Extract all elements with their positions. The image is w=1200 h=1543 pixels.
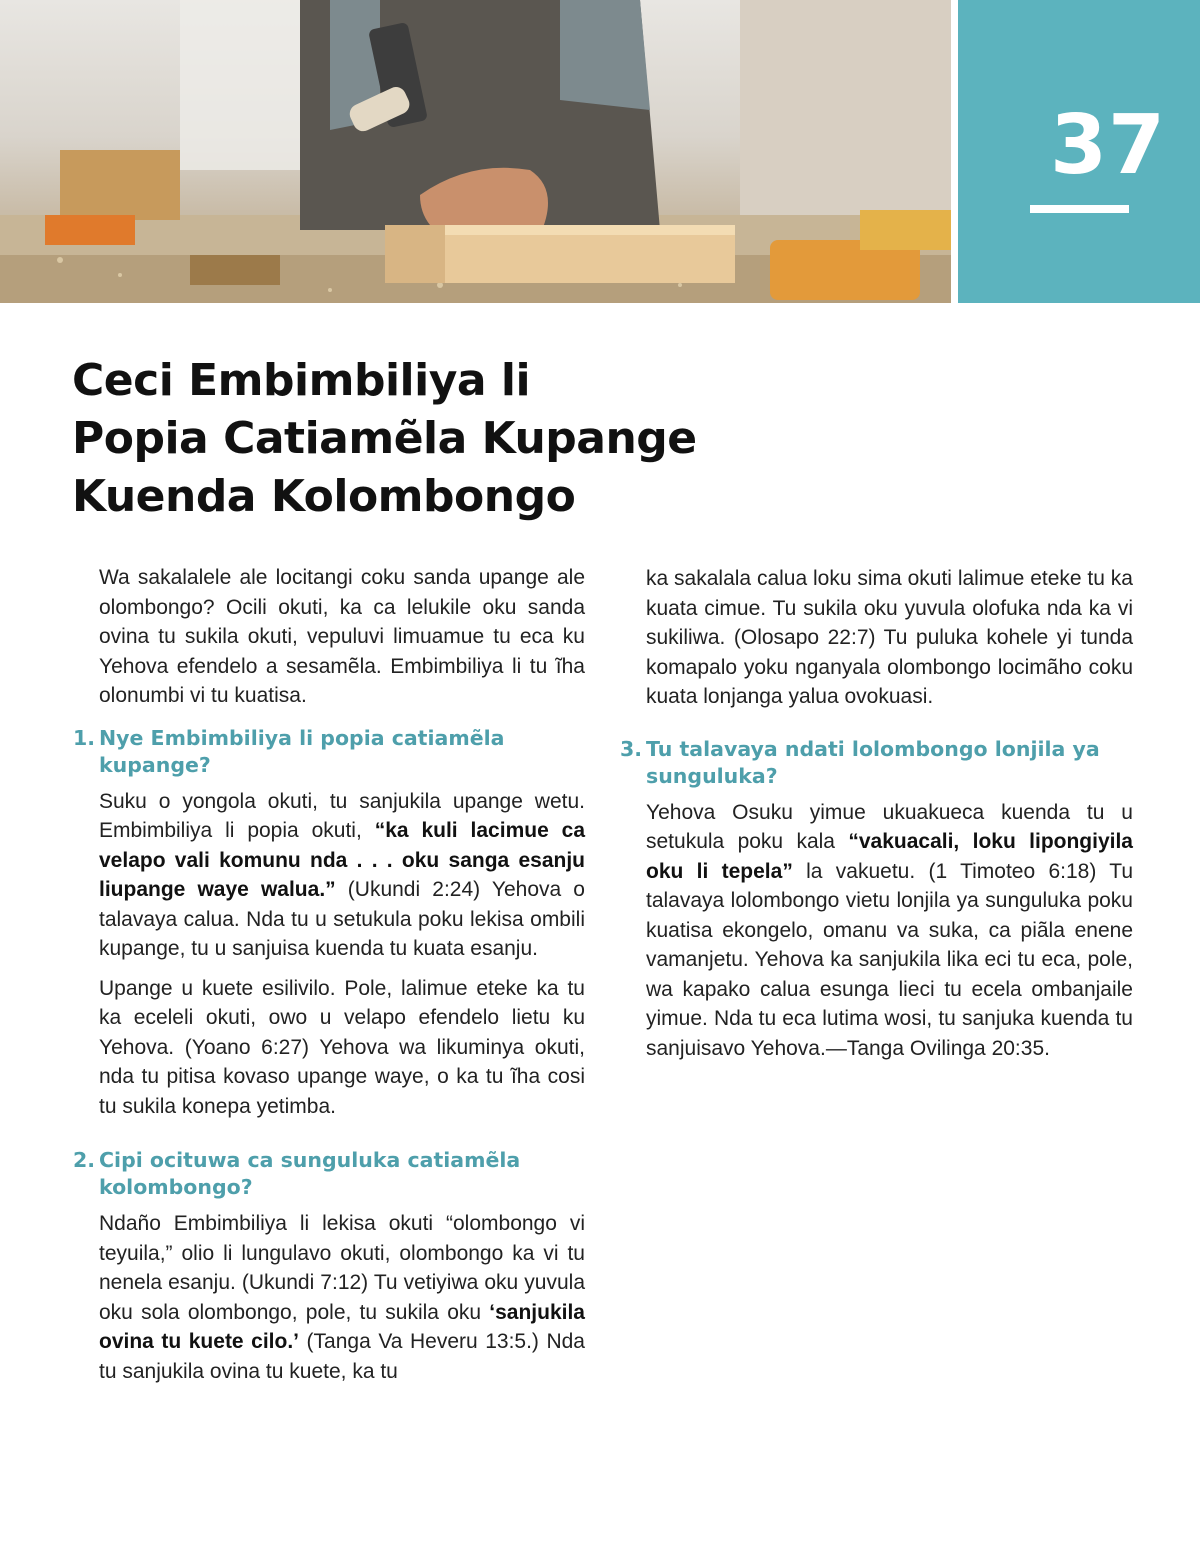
section-3-p1-text: Yehova Osuku yimue ukuakueca kuenda tu u setukula poku kala bbox=[646, 800, 1133, 853]
section-2-heading bbox=[73, 1147, 585, 1201]
page-title bbox=[72, 352, 772, 526]
section-1-paragraph-1 bbox=[73, 787, 585, 964]
section-2-p1-text: Ndaño Embimbiliya li lekisa okuti “olombongo vi teyuila,” olio li lungulavo okuti, olombongo ka vi tu nenela esanju. (Ukundi 7:12) Tu vetiyiwa oku yuvula oku sola olombongo, pole, tu sukila oku bbox=[99, 1212, 585, 1324]
title-line-1: Ceci Embimbiliya li bbox=[72, 355, 531, 406]
section-1-number: 1. bbox=[73, 725, 96, 750]
lesson-number: 37 bbox=[1049, 98, 1167, 193]
right-column bbox=[620, 564, 1133, 1073]
section-1-heading bbox=[73, 725, 585, 779]
section-3-heading bbox=[620, 736, 1133, 790]
section-2-p1-quote: ‘sanjukila ovina tu kuete cilo.’ bbox=[99, 1300, 585, 1353]
section-3-paragraph-1 bbox=[620, 798, 1133, 1064]
section-2-paragraph-2: ka sakalala calua loku sima okuti lalimue eteke tu ka kuata cimue. Tu sukila oku yuvula olofuka nda ka vi sukiliwa. (Olosapo 22:7) Tu puluka kohele yi tunda komapalo yoku nganyala olombongo locimãho coku kuata lonjanga yalua ovokuasi. bbox=[646, 567, 1133, 708]
section-1-p1-text-end: (Ukundi 2:24) Yehova o talavaya calua. Nda tu u setukula poku lekisa ombili kupange, tu u sanjuisa kuenda tu kuata esanju. bbox=[99, 878, 585, 960]
section-2-paragraph-1 bbox=[73, 1209, 585, 1386]
lesson-number-underline bbox=[1030, 205, 1129, 213]
section-3-number: 3. bbox=[620, 736, 643, 761]
title-line-2: Popia Catiamẽla Kupange bbox=[72, 413, 697, 464]
carpenter-illustration bbox=[0, 0, 951, 303]
section-1-heading-text: Nye Embimbiliya li popia catiamẽla kupange? bbox=[99, 725, 505, 777]
section-3-p1-quote: “vakuacali, loku lipongiyila oku li tepela” bbox=[646, 830, 1133, 883]
section-3-p1-text-end: la vakuetu. (1 Timoteo 6:18) Tu talavaya lolombongo vietu lonjila ya sunguluka poku kuatisa ekongelo, omanu va suka, ca piãla enene vamanjetu. Yehova ka sanjukila lika eci tu eca, pole, wa kapako calua esunga lieci tu ecela ombanjaile yimue. Nda tu eca lutima wosi, tu sanjuka kuenda tu sanjuisavo Yehova.—Tanga Ovilinga 20:35. bbox=[646, 859, 1133, 1060]
section-1-p1-quote: “ka kuli lacimue ca velapo vali komunu nda . . . oku sanga esanju liupange waye walua.” bbox=[99, 819, 585, 901]
section-2-p1-text-end: (Tanga Va Heveru 13:5.) Nda tu sanjukila ovina tu kuete, ka tu bbox=[99, 1330, 585, 1383]
section-3-heading-text: Tu talavaya ndati lolombongo lonjila ya sunguluka? bbox=[646, 736, 1100, 788]
intro-paragraph: Wa sakalalele ale locitangi coku sanda upange ale olombongo? Ocili okuti, ka ca lelukile oku sanda ovina tu sukila okuti, vepuluvi limuamue tu eca ku Yehova efendelo a sesamẽla. Embimbiliya li tu ĩha olonumbi vi tu kuatisa. bbox=[99, 566, 585, 707]
lesson-number-panel bbox=[958, 0, 1200, 303]
section-2-number: 2. bbox=[73, 1148, 96, 1172]
section-1-p1-text: Suku o yongola okuti, tu sanjukila upange wetu. Embimbiliya li popia okuti, bbox=[99, 789, 585, 842]
section-2-heading-text: Cipi ocituwa ca sunguluka catiamẽla kolombongo? bbox=[99, 1148, 521, 1199]
section-1-paragraph-2: Upange u kuete esilivilo. Pole, lalimue eteke ka tu ka eceleli okuti, owo u velapo efendelo lietu ku Yehova. (Yoano 6:27) Yehova wa likuminya okuti, nda tu pitisa kovaso upange waye, o ka tu ĩha cosi tu sukila konepa yetimba. bbox=[99, 976, 585, 1118]
title-line-3: Kuenda Kolombongo bbox=[72, 471, 576, 522]
header-photo bbox=[0, 0, 951, 303]
left-column bbox=[73, 563, 585, 1396]
